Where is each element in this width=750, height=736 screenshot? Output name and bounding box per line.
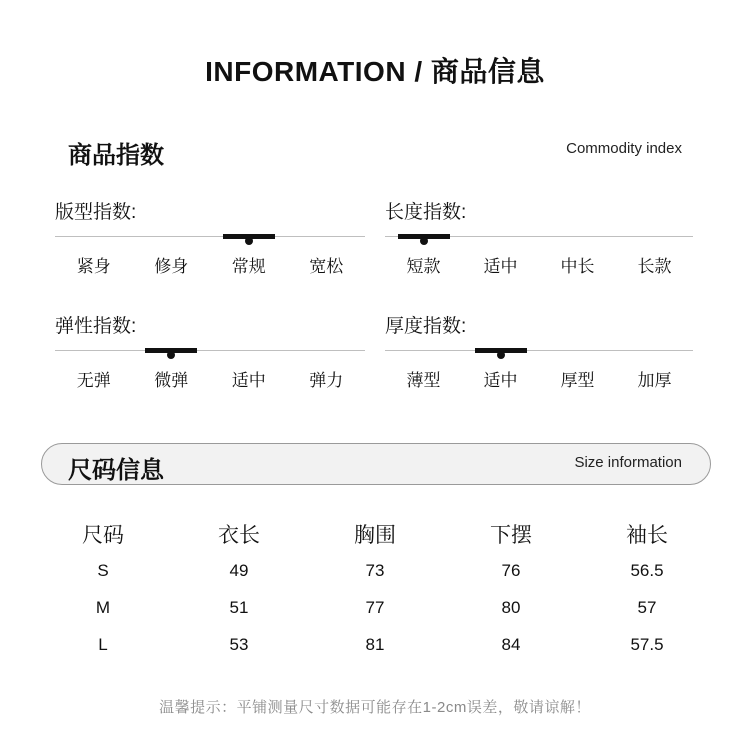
- table-cell: 57.5: [630, 634, 664, 654]
- table-cell: S: [97, 560, 109, 580]
- thickness-option: 适中: [483, 371, 518, 390]
- size-info-subtitle: Size information: [574, 454, 682, 471]
- fit-option: 宽松: [309, 257, 344, 276]
- commodity-index-title: 商品指数: [68, 142, 164, 169]
- size-table-header: [35, 515, 715, 552]
- table-row: [35, 589, 715, 626]
- scale-selection-dot: [167, 351, 175, 359]
- commodity-index-subtitle: Commodity index: [566, 140, 682, 157]
- elasticity-option: 适中: [231, 371, 266, 390]
- elasticity-option: 微弹: [154, 371, 189, 390]
- thickness-index-label: 厚度指数:: [385, 316, 467, 337]
- fit-option: 紧身: [76, 257, 111, 276]
- table-cell: 53: [229, 634, 249, 654]
- table-cell: 73: [365, 560, 385, 580]
- column-header: 尺码: [82, 523, 124, 547]
- scale-line: [385, 350, 693, 351]
- scale-selection-dot: [420, 237, 428, 245]
- length-option: 中长: [560, 257, 595, 276]
- scale-line: [55, 236, 365, 237]
- scale-line: [55, 350, 365, 351]
- table-cell: 81: [365, 634, 385, 654]
- elasticity-index-label: 弹性指数:: [55, 316, 137, 337]
- fit-option: 修身: [154, 257, 189, 276]
- table-cell: 84: [501, 634, 521, 654]
- footer-tip: 温馨提示：平铺测量尺寸数据可能存在1-2cm误差，敬请谅解！: [159, 699, 591, 716]
- elasticity-index-scale: [55, 350, 365, 410]
- table-cell: L: [98, 634, 108, 654]
- scale-selection-dot: [497, 351, 505, 359]
- table-row: [35, 552, 715, 589]
- size-table: [35, 515, 715, 663]
- thickness-index-scale: [385, 350, 693, 410]
- table-cell: 56.5: [630, 560, 664, 580]
- fit-option: 常规: [231, 257, 266, 276]
- thickness-option: 薄型: [406, 371, 441, 390]
- table-cell: 76: [501, 560, 521, 580]
- table-cell: 57: [637, 597, 657, 617]
- column-header: 衣长: [218, 523, 260, 547]
- elasticity-option: 无弹: [76, 371, 111, 390]
- table-cell: 51: [229, 597, 249, 617]
- length-option: 适中: [483, 257, 518, 276]
- length-index-scale: [385, 236, 693, 296]
- fit-index-label: 版型指数:: [55, 202, 137, 223]
- thickness-option: 加厚: [637, 371, 672, 390]
- page-title: INFORMATION / 商品信息: [205, 56, 545, 87]
- scale-selection-dot: [245, 237, 253, 245]
- size-info-title: 尺码信息: [68, 457, 164, 484]
- length-option: 长款: [637, 257, 672, 276]
- length-option: 短款: [406, 257, 441, 276]
- table-cell: M: [95, 597, 111, 617]
- table-cell: 77: [365, 597, 385, 617]
- column-header: 胸围: [354, 523, 396, 547]
- table-row: [35, 626, 715, 663]
- table-cell: 80: [501, 597, 521, 617]
- length-index-label: 长度指数:: [385, 202, 467, 223]
- elasticity-option: 弹力: [309, 371, 344, 390]
- thickness-option: 厚型: [560, 371, 595, 390]
- column-header: 下摆: [490, 523, 532, 547]
- column-header: 袖长: [626, 523, 668, 547]
- fit-index-scale: [55, 236, 365, 296]
- table-cell: 49: [229, 560, 249, 580]
